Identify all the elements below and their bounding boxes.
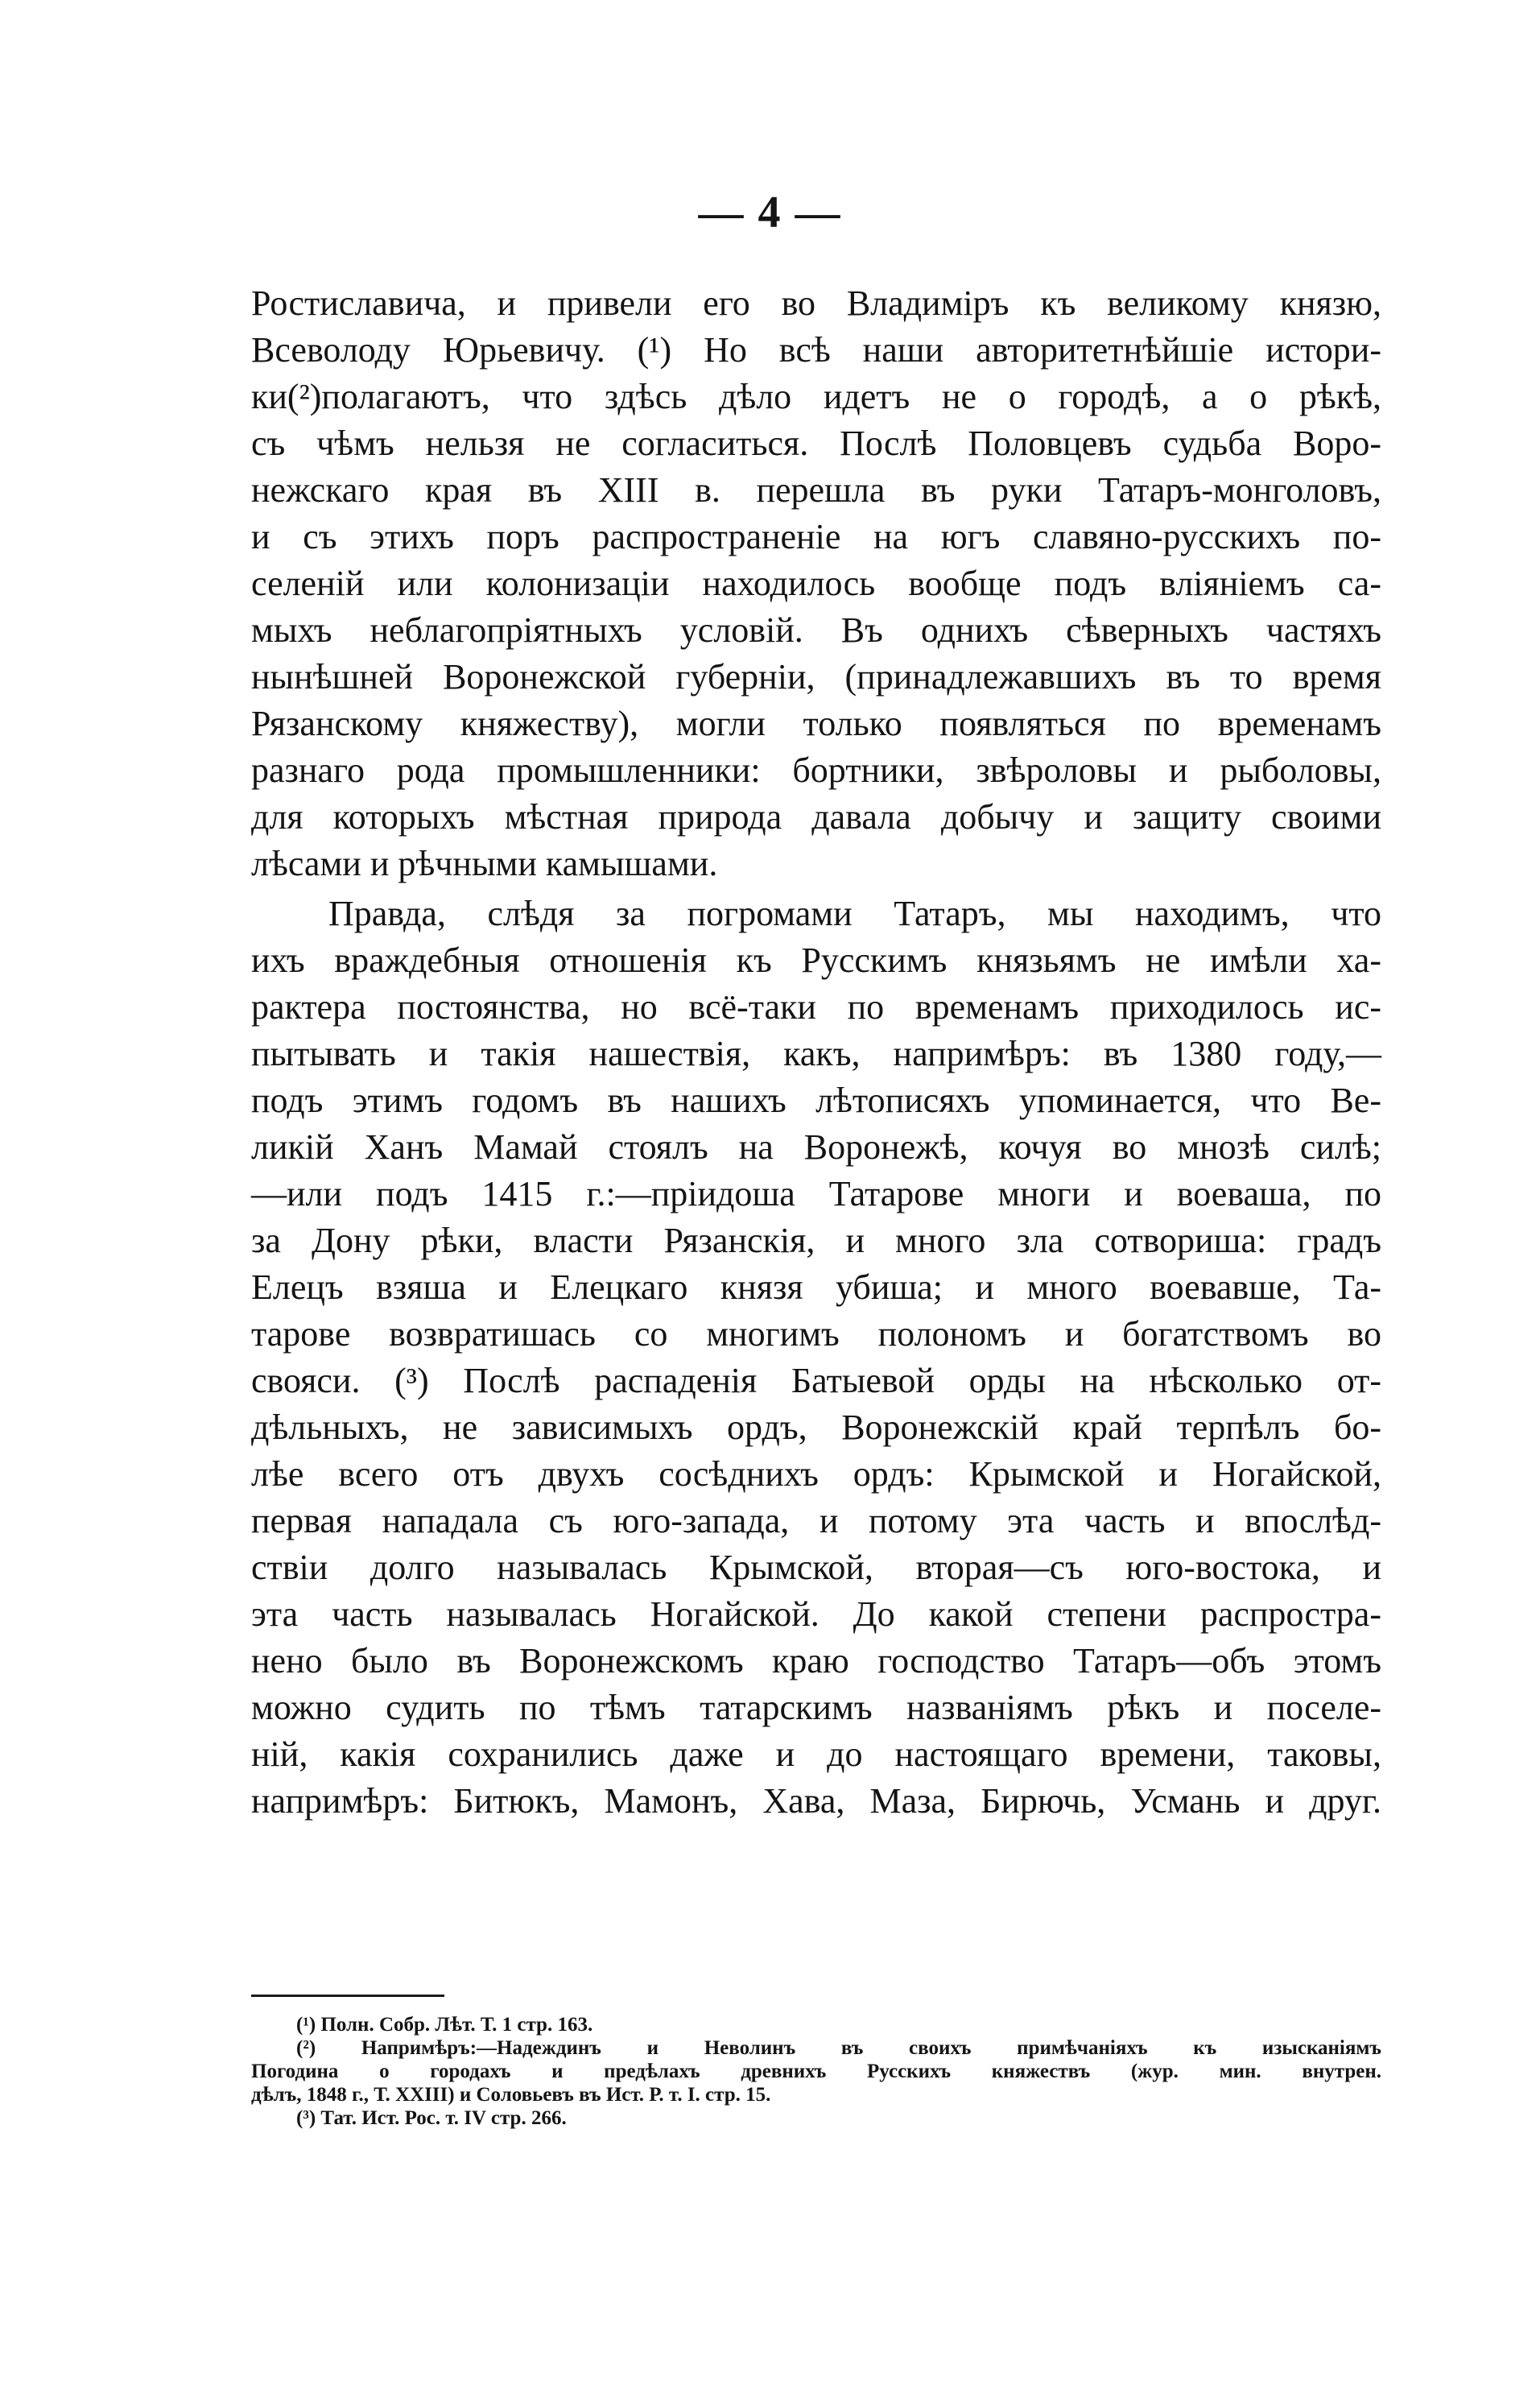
footnote-divider (251, 1995, 444, 1997)
text-line: ликій Ханъ Мамай стоялъ на Воронежѣ, кочуя во мнозѣ силѣ; (251, 1127, 1381, 1167)
text-line: пытывать и такія нашествія, какъ, напримѣръ: въ 1380 году,— (251, 1034, 1381, 1073)
text-line: Правда, слѣдя за погромами Татаръ, мы находимъ, что (328, 894, 1381, 933)
text-line: дѣльныхъ, не зависимыхъ ордъ, Воронежскій край терпѣлъ бо- (251, 1408, 1381, 1447)
text-line: разнаго рода промышленники: бортники, звѣроловы и рыболовы, (251, 750, 1381, 790)
text-line: свояси. (³) Послѣ распаденія Батыевой орды на нѣсколько от- (251, 1361, 1381, 1400)
text-line: рактера постоянства, но всё-таки по временамъ приходилось ис- (251, 987, 1381, 1027)
text-line: подъ этимъ годомъ въ нашихъ лѣтописяхъ упоминается, что Ве- (251, 1081, 1381, 1120)
footnotes (251, 2013, 1381, 2130)
text-line: тарове возвратишась со многимъ полономъ и богатствомъ во (251, 1314, 1381, 1354)
text-line: нежскаго края въ XIII в. перешла въ руки Татаръ-монголовъ, (251, 470, 1381, 510)
text-line: за Дону рѣки, власти Рязанскія, и много зла сотвориша: градъ (251, 1221, 1381, 1260)
text-line: и съ этихъ поръ распространеніе на югъ славяно-русскихъ по- (251, 517, 1381, 556)
text-line: лѣсами и рѣчными камышами. (251, 844, 718, 883)
text-line: ки(²)полагаютъ, что здѣсь дѣло идетъ не о городѣ, а о рѣкѣ, (251, 377, 1381, 416)
footnote-1: (¹) Полн. Собр. Лѣт. Т. 1 стр. 163. (296, 2014, 593, 2036)
text-line: нынѣшней Воронежской губерніи, (принадлежавшихъ въ то время (251, 657, 1381, 697)
text-line: первая нападала съ юго-запада, и потому эта часть и впослѣд- (251, 1501, 1381, 1540)
text-line: лѣе всего отъ двухъ сосѣднихъ ордъ: Крымской и Ногайской, (251, 1454, 1381, 1494)
text-line: нено было въ Воронежскомъ краю господство Татаръ—объ этомъ (251, 1641, 1381, 1680)
text-line: ній, какія сохранились даже и до настоящаго времени, таковы, (251, 1734, 1381, 1774)
text-line: съ чѣмъ нельзя не согласиться. Послѣ Половцевъ судьба Воро- (251, 424, 1381, 463)
footnote-2-continued: дѣлъ, 1848 г., Т. XXIII) и Соловьевъ въ Ист. Р. т. I. стр. 15. (251, 2084, 771, 2106)
text-line: напримѣръ: Битюкъ, Мамонъ, Хава, Маза, Бирючь, Усмань и друг. (251, 1781, 1381, 1821)
text-line: эта часть называлась Ногайской. До какой степени распростра- (251, 1594, 1381, 1634)
text-line: Ростиславича, и привели его во Владиміръ къ великому князю, (251, 283, 1381, 323)
footnote-2-continued: Погодина о городахъ и предѣлахъ древнихъ Русскихъ княжествъ (жур. мин. внутрен. (251, 2061, 1381, 2082)
text-line: ихъ враждебныя отношенія къ Русскимъ князьямъ не имѣли ха- (251, 940, 1381, 980)
text-line: селеній или колонизаціи находилось вообще подъ вліяніемъ са- (251, 564, 1381, 603)
paragraph-2 (251, 891, 1381, 1825)
text-line: Елецъ взяша и Елецкаго князя убиша; и много воевавше, Та- (251, 1267, 1381, 1307)
footnote-2: (²) Напримѣръ:—Надеждинъ и Неволинъ въ своихъ примѣчаніяхъ къ изысканіямъ (296, 2037, 1381, 2059)
text-line: можно судить по тѣмъ татарскимъ названіямъ рѣкъ и поселе- (251, 1688, 1381, 1727)
text-line: —или подъ 1415 г.:—пріидоша Татарове многи и воеваша, по (251, 1174, 1381, 1213)
main-text (251, 280, 1381, 1825)
text-line: для которыхъ мѣстная природа давала добычу и защиту своими (251, 797, 1381, 837)
page-number: — 4 — (698, 188, 842, 238)
text-line: Всеволоду Юрьевичу. (¹) Но всѣ наши авторитетнѣйшіе истори- (251, 330, 1381, 370)
paragraph-1 (251, 280, 1381, 887)
text-line: Рязанскому княжеству), могли только появляться по временамъ (251, 704, 1381, 743)
text-line: ствіи долго называлась Крымской, вторая—съ юго-востока, и (251, 1548, 1381, 1587)
footnote-3: (³) Тат. Ист. Рос. т. IV стр. 266. (296, 2107, 567, 2129)
text-line: мыхъ неблагопріятныхъ условій. Въ однихъ сѣверныхъ частяхъ (251, 610, 1381, 650)
